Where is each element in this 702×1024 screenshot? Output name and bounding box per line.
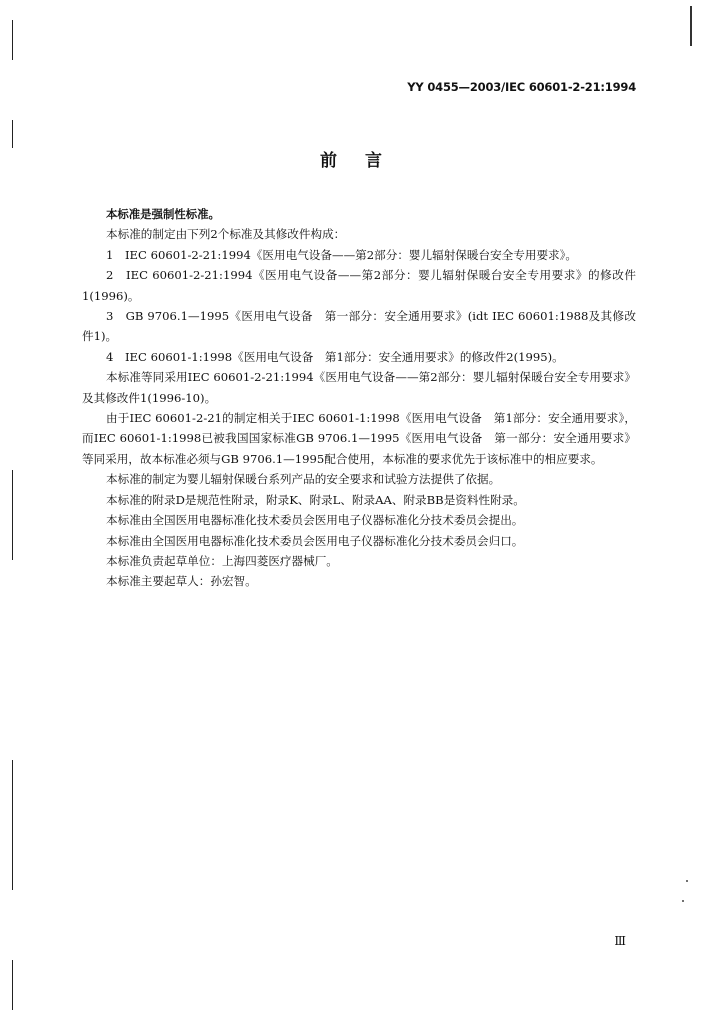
paragraph: 本标准由全国医用电器标准化技术委员会医用电子仪器标准化分技术委员会提出。 — [106, 513, 524, 528]
paragraph: 由于IEC 60601-2-21的制定相关于IEC 60601-1:1998《医用电气设备 第1部分：安全通用要求》，而IEC 60601-1:1998已被我国国家标准GB 9706.1—1995《医用电气设备 第一部分：安全通用要求》等同采用，故本标准必须与GB 9706.1—1995配合使用，本标准的要求优先于该标准中的相应要求。 — [82, 411, 636, 466]
page-number: Ⅲ — [614, 934, 626, 948]
standard-code-header: YY 0455—2003/IEC 60601-2-21:1994 — [407, 80, 636, 94]
paragraph: 1 IEC 60601-2-21:1994《医用电气设备——第2部分：婴儿辐射保暖台安全专用要求》。 — [106, 247, 578, 262]
scan-edge-mark — [12, 760, 13, 890]
page-title: 前言 — [320, 151, 410, 171]
paragraph: 本标准负责起草单位：上海四菱医疗器械厂。 — [106, 553, 338, 568]
scan-edge-mark — [12, 470, 13, 560]
scan-edge-mark — [12, 20, 13, 60]
paragraph: 本标准是强制性标准。 — [106, 207, 220, 221]
scan-edge-mark — [12, 960, 13, 1010]
foreword-body — [82, 204, 636, 592]
paragraph: 本标准的附录D是规范性附录，附录K、附录L、附录AA、附录BB是资料性附录。 — [106, 492, 525, 507]
paragraph: 本标准的制定为婴儿辐射保暖台系列产品的安全要求和试验方法提供了依据。 — [106, 472, 501, 487]
paragraph: 本标准等同采用IEC 60601-2-21:1994《医用电气设备——第2部分：婴儿辐射保暖台安全专用要求》及其修改件1(1996-10)。 — [82, 370, 636, 405]
paragraph: 3 GB 9706.1—1995《医用电气设备 第一部分：安全通用要求》(idt IEC 60601:1988及其修改件1)。 — [82, 309, 636, 344]
paragraph: 本标准由全国医用电器标准化技术委员会医用电子仪器标准化分技术委员会归口。 — [106, 533, 524, 548]
paragraph: 4 IEC 60601-1:1998《医用电气设备 第1部分：安全通用要求》的修改件2(1995)。 — [106, 349, 564, 364]
scan-edge-mark — [12, 120, 13, 148]
scan-edge-mark — [690, 6, 692, 46]
paragraph: 本标准的制定由下列2个标准及其修改件构成： — [106, 227, 346, 242]
scan-dot — [682, 900, 684, 902]
paragraph: 本标准主要起草人：孙宏智。 — [106, 574, 257, 589]
scan-dot — [686, 880, 688, 882]
paragraph: 2 IEC 60601-2-21:1994《医用电气设备——第2部分：婴儿辐射保暖台安全专用要求》的修改件1(1996)。 — [82, 268, 636, 303]
